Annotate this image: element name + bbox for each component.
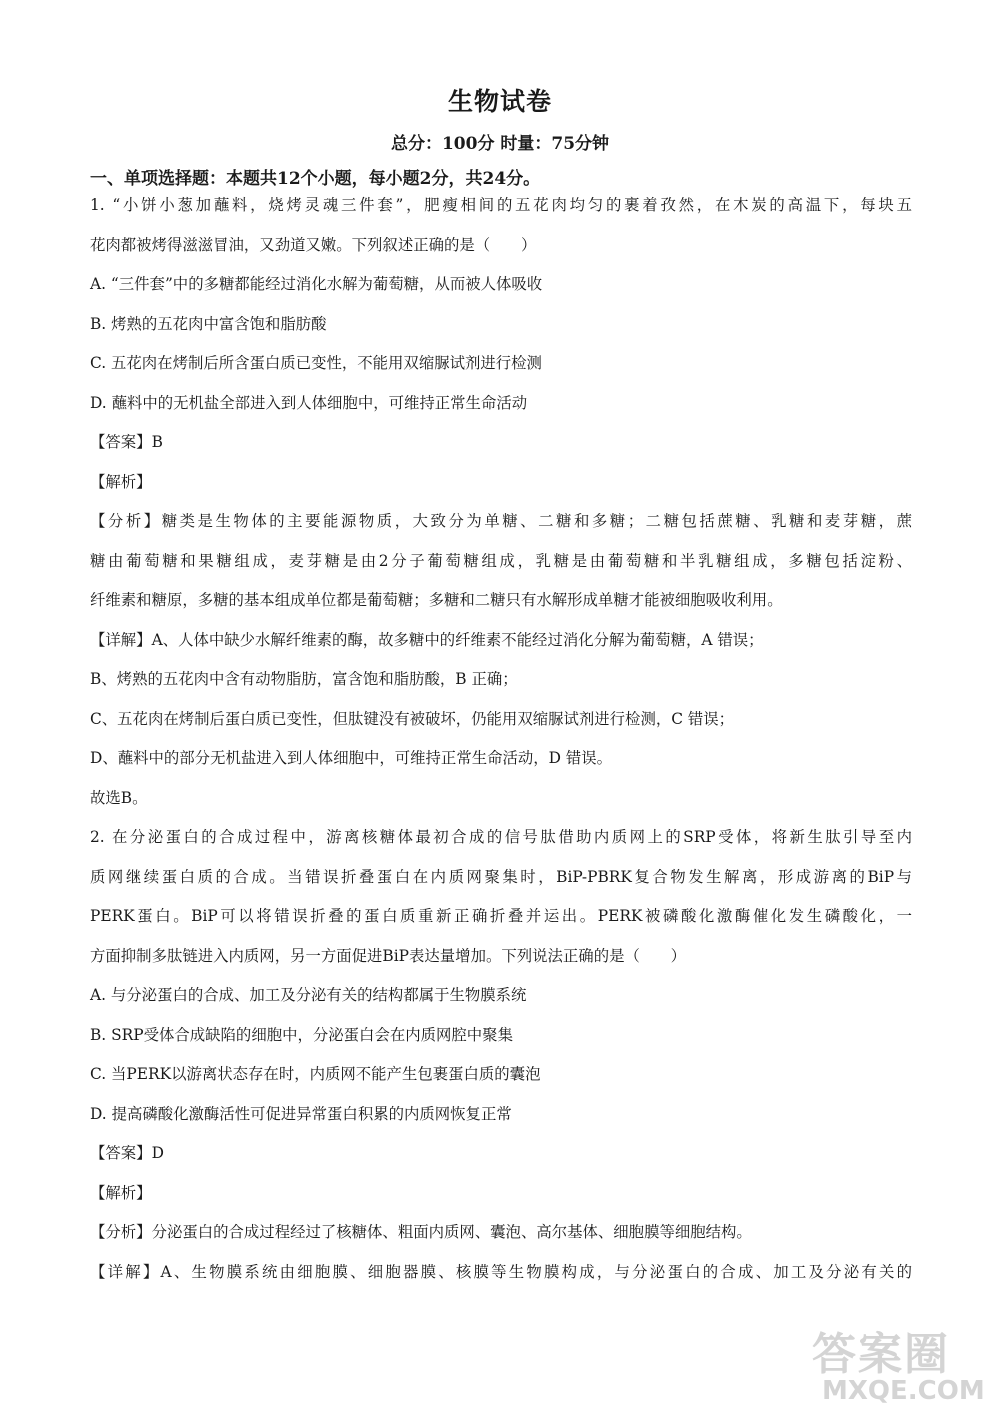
text-line: D. 提高磷酸化激酶活性可促进异常蛋白积累的内质网恢复正常 — [90, 1104, 512, 1123]
text-line: 【答案】B — [90, 433, 163, 451]
text-line: 方面抑制多肽链进入内质网，另一方面促进BiP表达量增加。下列说法正确的是（ ） — [90, 946, 687, 965]
text-line: 【解析】 — [90, 1183, 152, 1202]
text-line: A. “三件套”中的多糖都能经过消化水解为葡萄糖，从而被人体吸收 — [90, 275, 543, 293]
text-line: 故选B。 — [90, 788, 148, 807]
text-line: PERK蛋白。BiP可以将错误折叠的蛋白质重新正确折叠并运出。PERK被磷酸化激酶催化发生磷酸化，一 — [90, 907, 912, 925]
text-line: B、烤熟的五花肉中含有动物脂肪，富含饱和脂肪酸，B 正确； — [90, 670, 518, 688]
question-body — [90, 195, 912, 1301]
page-title: 生物试卷 — [447, 87, 552, 116]
exam-meta: 总分：100分 时量：75分钟 — [390, 134, 610, 154]
text-line: D. 蘸料中的无机盐全部进入到人体细胞中，可维持正常生命活动 — [90, 393, 528, 412]
text-line: B. SRP受体合成缺陷的细胞中，分泌蛋白会在内质网腔中聚集 — [90, 1025, 513, 1044]
text-line: 纤维素和糖原，多糖的基本组成单位都是葡萄糖；多糖和二糖只有水解形成单糖才能被细胞吸收利用。 — [90, 591, 783, 609]
watermark-text: 答案圈 — [812, 1329, 950, 1380]
text-line: 1. “小饼小葱加蘸料，烧烤灵魂三件套”，肥瘦相间的五花肉均匀的裹着孜然，在木炭的高温下，每块五 — [90, 196, 912, 214]
text-line: 【详解】A、人体中缺少水解纤维素的酶，故多糖中的纤维素不能经过消化分解为葡萄糖，A 错误； — [90, 630, 764, 649]
text-line: C. 当PERK以游离状态存在时，内质网不能产生包裹蛋白质的囊泡 — [90, 1065, 541, 1083]
text-line: 2. 在分泌蛋白的合成过程中，游离核糖体最初合成的信号肽借助内质网上的SRP受体，将新生肽引导至内 — [90, 828, 912, 846]
section-heading: 一、单项选择题：本题共12个小题，每小题2分，共24分。 — [90, 169, 541, 189]
text-line: C、五花肉在烤制后蛋白质已变性，但肽键没有被破坏，仍能用双缩脲试剂进行检测，C 错误； — [90, 709, 735, 728]
text-line: 【答案】D — [90, 1144, 164, 1162]
watermark-logo — [812, 1318, 992, 1410]
watermark-url: MXQE.COM — [822, 1376, 985, 1406]
text-line: 【分析】分泌蛋白的合成过程经过了核糖体、粗面内质网、囊泡、高尔基体、细胞膜等细胞结构。 — [90, 1223, 752, 1241]
text-line: C. 五花肉在烤制后所含蛋白质已变性，不能用双缩脲试剂进行检测 — [90, 354, 542, 372]
text-line: 【解析】 — [90, 472, 152, 491]
text-line: D、蘸料中的部分无机盐进入到人体细胞中，可维持正常生命活动，D 错误。 — [90, 749, 613, 767]
text-line: 【详解】A、生物膜系统由细胞膜、细胞器膜、核膜等生物膜构成，与分泌蛋白的合成、加工及分泌有关的 — [90, 1262, 912, 1281]
text-line: 花肉都被烤得滋滋冒油，又劲道又嫩。下列叙述正确的是（ ） — [90, 235, 537, 254]
text-line: A. 与分泌蛋白的合成、加工及分泌有关的结构都属于生物膜系统 — [90, 986, 527, 1004]
text-line: 糖由葡萄糖和果糖组成，麦芽糖是由2分子葡萄糖组成，乳糖是由葡萄糖和半乳糖组成，多糖包括淀粉、 — [90, 551, 912, 570]
text-line: 质网继续蛋白质的合成。当错误折叠蛋白在内质网聚集时，BiP-PBRK复合物发生解离，形成游离的BiP与 — [90, 867, 912, 886]
text-line: 【分析】糖类是生物体的主要能源物质，大致分为单糖、二糖和多糖；二糖包括蔗糖、乳糖和麦芽糖，蔗 — [90, 512, 912, 530]
text-line: B. 烤熟的五花肉中富含饱和脂肪酸 — [90, 314, 327, 333]
